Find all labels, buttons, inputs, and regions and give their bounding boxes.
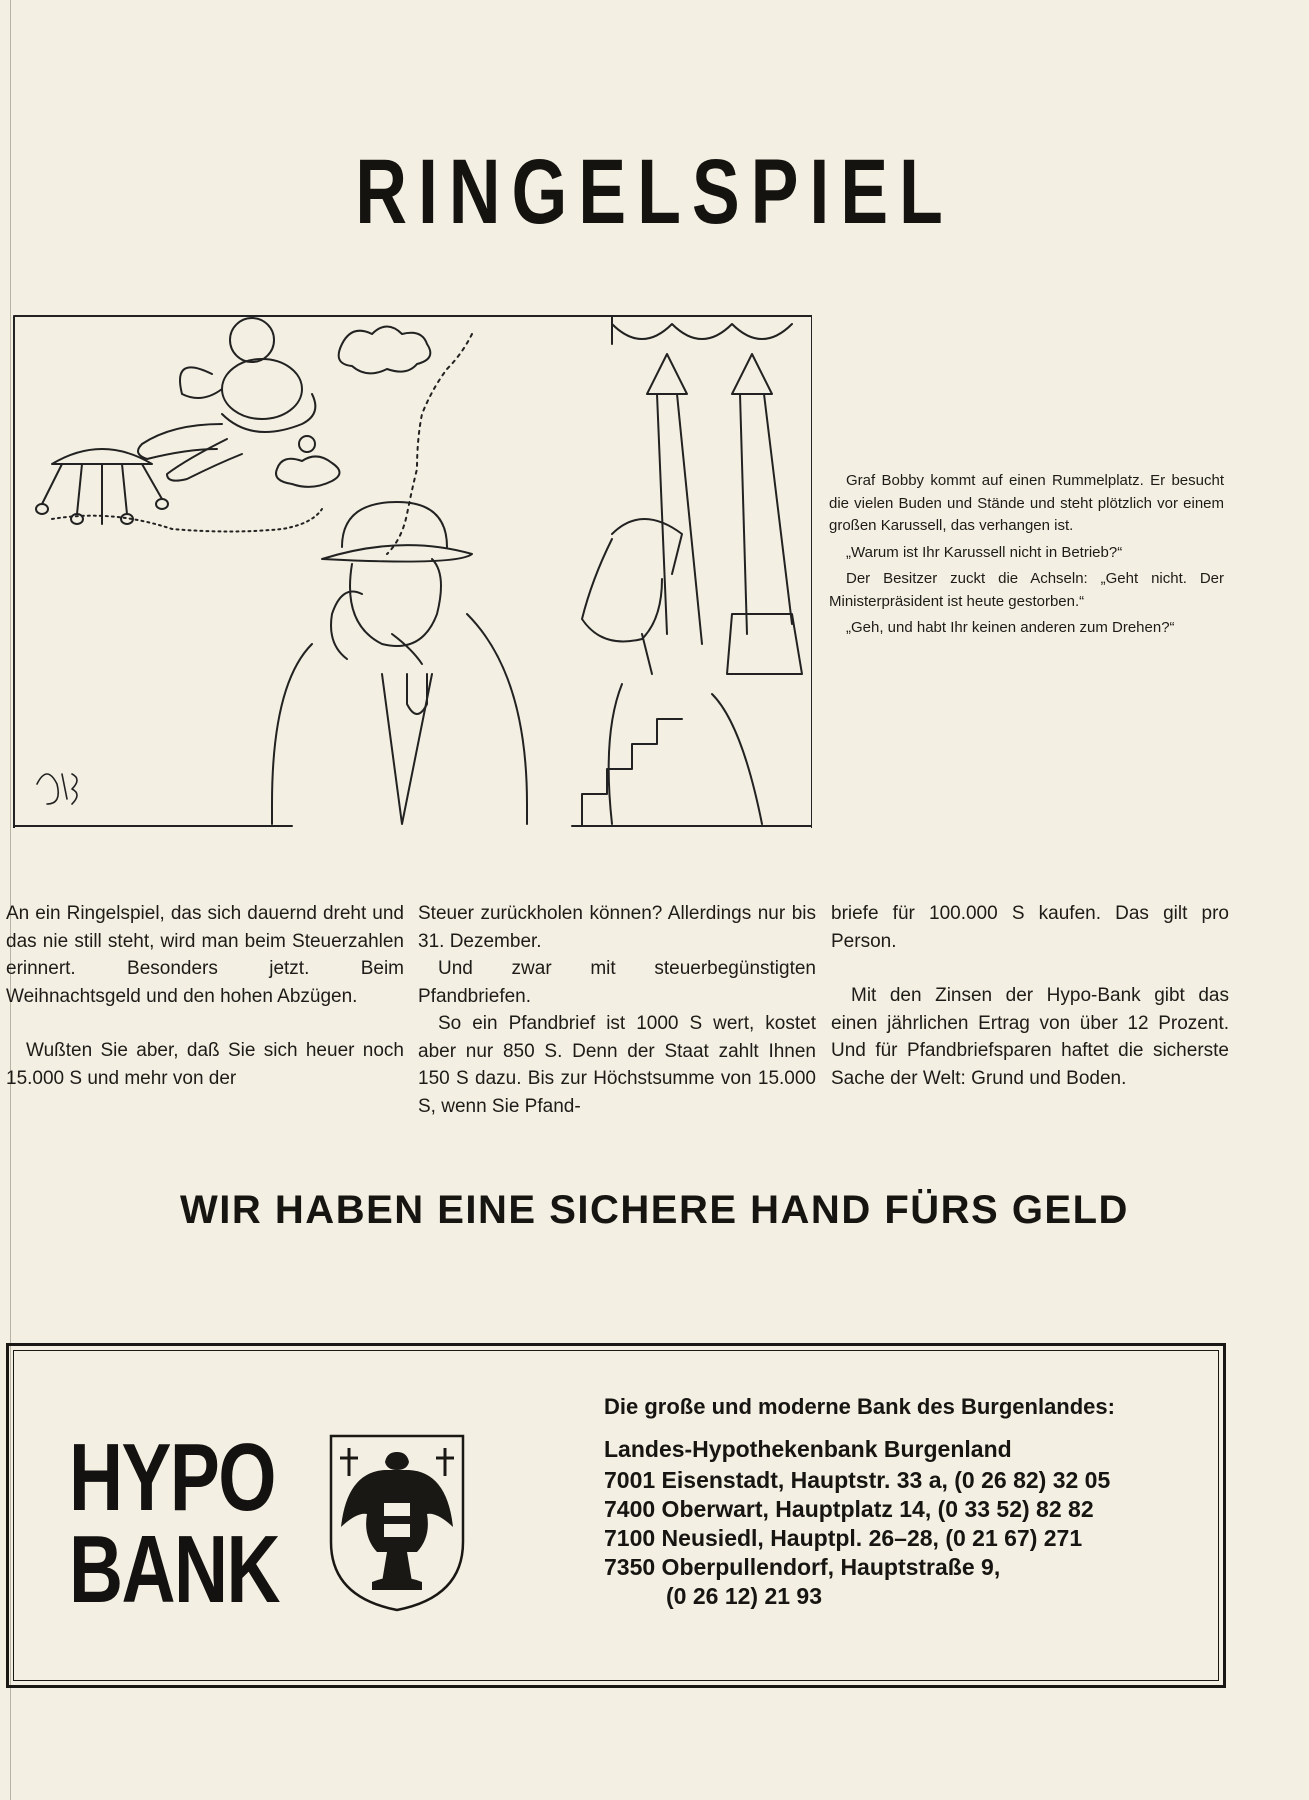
branch-address: 7100 Neusiedl, Hauptpl. 26–28, (0 21 67) 271 <box>604 1525 1083 1551</box>
story-paragraph: „Warum ist Ihr Karussell nicht in Betrieb?“ <box>846 543 1123 561</box>
story-paragraph: Der Besitzer zuckt die Achseln: „Geht nicht. Der Ministerpräsident ist heute gestorben.“ <box>829 570 1224 610</box>
body-paragraph: So ein Pfandbrief ist 1000 S wert, kostet aber nur 850 S. Denn der Staat zahlt Ihnen 150 S dazu. Bis zur Höchstsumme von 15.000 S, wenn Sie Pfand- <box>418 1013 816 1117</box>
owner-body <box>609 684 622 824</box>
page-headline: RINGELSPIEL <box>355 141 954 243</box>
curtain-valance <box>612 324 792 339</box>
cartoon-drawing <box>12 314 812 828</box>
angel-wing <box>180 367 222 398</box>
branch-address: 7350 Oberpullendorf, Hauptstraße 9, <box>604 1554 1001 1580</box>
bobby-coat-left <box>272 644 312 824</box>
body-paragraph: Wußten Sie aber, daß Sie sich heuer noch 15.000 S und mehr von der <box>6 1040 404 1089</box>
ad-contact-block <box>604 1394 1164 1611</box>
logo-line-2: BANK <box>69 1516 280 1623</box>
body-column-2 <box>418 900 816 1120</box>
owner-face <box>582 539 662 642</box>
branch-address: 7400 Oberwart, Hauptplatz 14, (0 33 52) 82 82 <box>604 1496 1094 1522</box>
bowler-hat <box>342 502 447 547</box>
body-column-3 <box>831 900 1229 1092</box>
bank-advertisement <box>6 1343 1226 1688</box>
cartoon-signature <box>37 774 77 804</box>
body-paragraph: An ein Ringelspiel, das sich dauernd dreht und das nie still steht, wird man beim Steuerzahlen erinnert. Besonders jetzt. Beim Weihnachtsgeld und den hohen Abzügen. <box>6 903 404 1007</box>
burgenland-eagle-crest-icon <box>327 1432 467 1614</box>
cartoon-illustration <box>12 314 812 828</box>
story-paragraph: Graf Bobby kommt auf einen Rummelplatz. Er besucht die vielen Buden und Stände und steht plötzlich vor einem großen Karussell, das verhangen ist. <box>829 472 1224 534</box>
angel-halo <box>230 318 274 362</box>
owner-cap <box>612 519 682 574</box>
stairs <box>582 719 682 826</box>
bobby-face <box>350 559 441 646</box>
body-paragraph: Und zwar mit steuerbegünstigten Pfandbriefen. <box>418 958 816 1007</box>
body-column-1 <box>6 900 404 1092</box>
angel-head <box>222 359 302 419</box>
hypo-bank-logo <box>69 1424 280 1623</box>
body-paragraph: Steuer zurückholen können? Allerdings nur bis 31. Dezember. <box>418 903 816 952</box>
cloud-mid <box>276 456 340 486</box>
story-text <box>829 470 1224 644</box>
branch-phone: (0 26 12) 21 93 <box>666 1583 823 1609</box>
body-paragraph: Mit den Zinsen der Hypo-Bank gibt das einen jährlichen Ertrag von über 12 Prozent. Und für Pfandbriefsparen haftet die sicherste Sache der Welt: Grund und Boden. <box>831 985 1229 1089</box>
bobby-hand <box>331 592 362 660</box>
branch-address: 7001 Eisenstadt, Hauptstr. 33 a, (0 26 82) 32 05 <box>604 1467 1111 1493</box>
body-copy <box>6 900 1236 1120</box>
story-paragraph: „Geh, und habt Ihr keinen anderen zum Drehen?“ <box>846 619 1175 636</box>
body-paragraph: briefe für 100.000 S kaufen. Das gilt pro Person. <box>831 903 1229 952</box>
ad-tagline: Die große und moderne Bank des Burgenlandes: <box>604 1394 1115 1419</box>
logo-line-1: HYPO <box>69 1424 275 1531</box>
slogan: WIR HABEN EINE SICHERE HAND FÜRS GELD <box>180 1188 1129 1232</box>
ad-bank-name: Landes-Hypothekenbank Burgenland <box>604 1436 1012 1462</box>
bobby-coat-right <box>467 614 527 824</box>
cloud-top <box>339 327 431 374</box>
cartoon-frame <box>14 316 812 828</box>
thought-trail <box>387 334 472 554</box>
